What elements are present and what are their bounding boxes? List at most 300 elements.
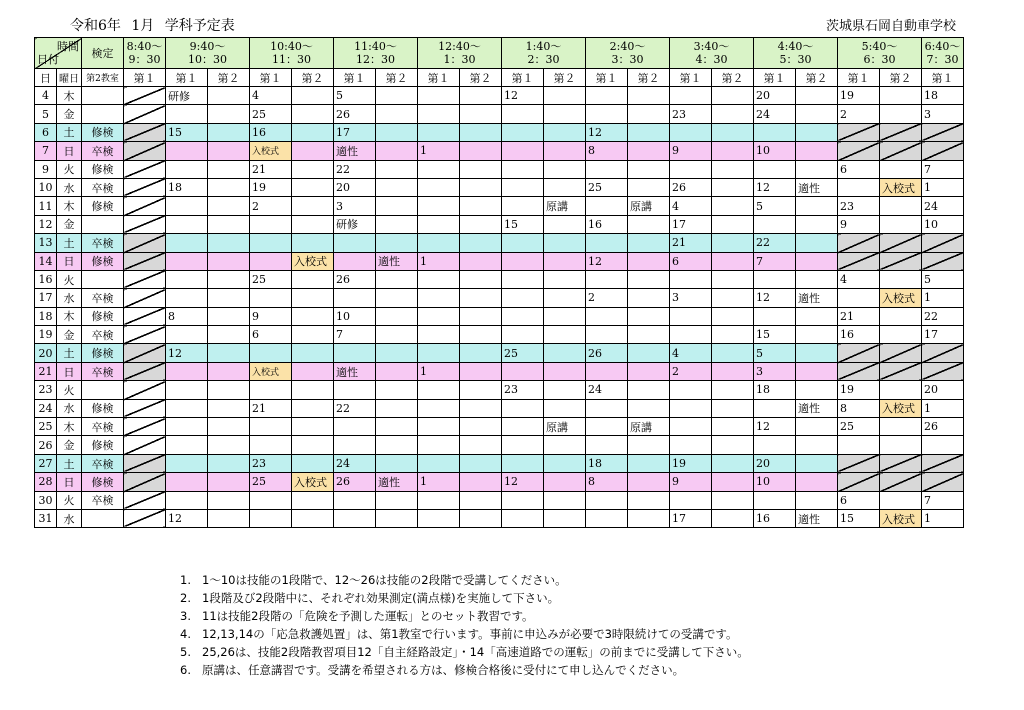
slot-start: 2:40～	[609, 40, 646, 53]
schedule-cell	[208, 178, 250, 196]
schedule-cell	[460, 234, 502, 252]
schedule-cell: 25	[250, 270, 292, 288]
schedule-cell	[544, 307, 586, 325]
schedule-cell	[208, 491, 250, 509]
schedule-cell	[880, 418, 922, 436]
schedule-cell	[460, 473, 502, 491]
schedule-cell: 入校式	[880, 399, 922, 417]
schedule-cell	[376, 234, 418, 252]
day-cell: 30	[35, 491, 57, 509]
schedule-cell	[208, 454, 250, 472]
schedule-cell	[712, 326, 754, 344]
schedule-cell	[250, 289, 292, 307]
schedule-cell	[292, 381, 334, 399]
kentei-cell	[82, 381, 124, 399]
note-text: 11は技能2段階の「危険を予測した運転」とのセット教習です。	[202, 609, 534, 623]
note-item	[180, 661, 749, 679]
schedule-cell	[460, 197, 502, 215]
schedule-cell: 5	[754, 344, 796, 362]
time-slot-header	[670, 38, 754, 69]
schedule-cell	[712, 491, 754, 509]
schedule-cell	[334, 509, 376, 527]
schedule-cell	[292, 234, 334, 252]
schedule-cell: 15	[754, 326, 796, 344]
schedule-cell	[838, 178, 880, 196]
schedule-cell: 8	[838, 399, 880, 417]
schedule-cell	[166, 362, 208, 380]
table-row	[35, 362, 1006, 380]
note-text: 原講は、任意講習です。受講を希望される方は、修検合格後に受付にて申し込んでください。	[202, 663, 685, 677]
schedule-cell: 23	[502, 381, 544, 399]
schedule-cell	[544, 344, 586, 362]
schedule-cell: 26	[334, 105, 376, 123]
weekday-cell: 日	[57, 252, 82, 270]
schedule-cell	[166, 491, 208, 509]
kentei-cell: 修検	[82, 473, 124, 491]
schedule-cell	[166, 381, 208, 399]
schedule-cell	[544, 326, 586, 344]
schedule-cell	[880, 197, 922, 215]
day-cell: 7	[35, 142, 57, 160]
schedule-cell	[124, 326, 166, 344]
kentei-cell: 修検	[82, 399, 124, 417]
table-row	[35, 473, 1006, 491]
schedule-cell	[670, 436, 712, 454]
schedule-cell	[124, 307, 166, 325]
schedule-cell	[712, 289, 754, 307]
schedule-cell: 7	[922, 160, 964, 178]
schedule-cell	[418, 178, 460, 196]
day-cell: 25	[35, 418, 57, 436]
schedule-cell	[376, 418, 418, 436]
schedule-cell: 18	[754, 381, 796, 399]
slot-start: 12:40～	[438, 40, 481, 53]
note-text: 1〜10は技能の1段階で、12〜26は技能の2段階で受講してください。	[202, 573, 567, 587]
schedule-cell	[628, 123, 670, 141]
schedule-cell	[838, 289, 880, 307]
schedule-cell	[880, 142, 922, 160]
time-slot-header	[250, 38, 334, 69]
room-2-header: 第２	[628, 69, 670, 87]
schedule-cell	[628, 454, 670, 472]
schedule-cell	[838, 436, 880, 454]
schedule-cell	[544, 234, 586, 252]
schedule-cell: 8	[586, 142, 628, 160]
schedule-cell	[628, 344, 670, 362]
schedule-cell	[838, 344, 880, 362]
schedule-cell: 16	[250, 123, 292, 141]
schedule-cell	[586, 326, 628, 344]
schedule-cell	[376, 399, 418, 417]
schedule-cell	[418, 381, 460, 399]
schedule-cell	[502, 362, 544, 380]
schedule-cell: 17	[670, 215, 712, 233]
schedule-cell: 2	[586, 289, 628, 307]
schedule-cell	[628, 142, 670, 160]
time-slot-header	[586, 38, 670, 69]
schedule-cell	[712, 123, 754, 141]
schedule-cell	[586, 234, 628, 252]
schedule-cell	[712, 381, 754, 399]
schedule-cell	[460, 252, 502, 270]
note-number: 2.	[180, 591, 191, 605]
schedule-cell	[628, 270, 670, 288]
schedule-cell	[586, 509, 628, 527]
room-2-header: 第２	[292, 69, 334, 87]
kentei-cell: 卒検	[82, 178, 124, 196]
schedule-cell	[334, 234, 376, 252]
schedule-cell	[166, 326, 208, 344]
schedule-cell: 入校式	[880, 289, 922, 307]
schedule-cell: 3	[754, 362, 796, 380]
schedule-cell	[880, 215, 922, 233]
schedule-cell	[628, 252, 670, 270]
schedule-cell	[544, 491, 586, 509]
table-row	[35, 509, 1006, 527]
schedule-cell	[880, 160, 922, 178]
schedule-cell: 8	[166, 307, 208, 325]
schedule-cell	[880, 123, 922, 141]
slot-start: 5:40～	[861, 40, 898, 53]
schedule-cell	[838, 234, 880, 252]
schedule-cell	[502, 491, 544, 509]
schedule-cell: 16	[586, 215, 628, 233]
schedule-cell: 20	[754, 87, 796, 105]
slot-end: 11：30	[272, 53, 311, 66]
weekday-cell: 木	[57, 87, 82, 105]
schedule-cell	[292, 307, 334, 325]
schedule-cell: 適性	[796, 289, 838, 307]
schedule-cell: 26	[586, 344, 628, 362]
room-2-header: 第２	[880, 69, 922, 87]
note-item	[180, 571, 749, 589]
schedule-cell	[292, 454, 334, 472]
schedule-cell	[502, 270, 544, 288]
kentei-cell: 卒検	[82, 362, 124, 380]
schedule-cell	[712, 399, 754, 417]
schedule-cell: 21	[250, 160, 292, 178]
schedule-cell	[502, 105, 544, 123]
schedule-cell	[628, 491, 670, 509]
schedule-cell: 4	[838, 270, 880, 288]
schedule-cell	[586, 87, 628, 105]
schedule-cell: 23	[250, 454, 292, 472]
weekday-cell: 金	[57, 215, 82, 233]
schedule-cell: 21	[250, 399, 292, 417]
schedule-cell	[586, 307, 628, 325]
schedule-cell: 入校式	[292, 473, 334, 491]
schedule-cell	[208, 399, 250, 417]
schedule-cell: 16	[754, 509, 796, 527]
day-cell: 11	[35, 197, 57, 215]
weekday-cell: 水	[57, 178, 82, 196]
slot-end: 9：30	[128, 53, 161, 66]
schedule-cell	[208, 215, 250, 233]
schedule-cell	[208, 344, 250, 362]
table-row	[35, 123, 1006, 141]
schedule-cell	[124, 234, 166, 252]
day-cell: 5	[35, 105, 57, 123]
time-slot-header	[502, 38, 586, 69]
schedule-cell	[166, 399, 208, 417]
schedule-cell	[292, 142, 334, 160]
room-2-header: 第２	[208, 69, 250, 87]
schedule-cell	[376, 362, 418, 380]
note-number: 4.	[180, 627, 191, 641]
schedule-cell	[880, 454, 922, 472]
schedule-cell	[796, 142, 838, 160]
weekday-cell: 木	[57, 197, 82, 215]
day-cell: 10	[35, 178, 57, 196]
schedule-cell	[544, 105, 586, 123]
schedule-cell	[586, 399, 628, 417]
schedule-cell	[712, 197, 754, 215]
slot-end: 5：30	[779, 53, 812, 66]
schedule-cell	[460, 105, 502, 123]
schedule-cell	[334, 381, 376, 399]
schedule-cell: 3	[922, 105, 964, 123]
schedule-cell: 2	[670, 362, 712, 380]
schedule-cell	[670, 418, 712, 436]
schedule-cell	[544, 362, 586, 380]
schedule-cell	[712, 473, 754, 491]
schedule-cell: 10	[754, 473, 796, 491]
table-row	[35, 289, 1006, 307]
schedule-cell	[670, 381, 712, 399]
slot-end: 10：30	[188, 53, 227, 66]
schedule-cell: 4	[670, 344, 712, 362]
weekday-cell: 土	[57, 234, 82, 252]
header-hizuke: 日付	[37, 53, 59, 66]
schedule-cell	[208, 289, 250, 307]
table-row	[35, 381, 1006, 399]
kentei-cell: 修検	[82, 123, 124, 141]
schedule-cell	[544, 123, 586, 141]
schedule-cell: 24	[754, 105, 796, 123]
schedule-cell: 15	[838, 509, 880, 527]
schedule-cell	[250, 215, 292, 233]
weekday-cell: 金	[57, 326, 82, 344]
table-row	[35, 344, 1006, 362]
kentei-cell: 卒検	[82, 234, 124, 252]
slot-end: 4：30	[695, 53, 728, 66]
schedule-cell	[586, 105, 628, 123]
schedule-cell	[712, 87, 754, 105]
table-row	[35, 307, 1006, 325]
schedule-cell	[124, 344, 166, 362]
table-row	[35, 87, 1006, 105]
room-2-header: 第２	[460, 69, 502, 87]
schedule-cell	[418, 399, 460, 417]
weekday-cell: 火	[57, 491, 82, 509]
schedule-cell	[880, 436, 922, 454]
schedule-cell	[502, 123, 544, 141]
schedule-cell	[166, 234, 208, 252]
schedule-cell	[712, 215, 754, 233]
schedule-cell	[796, 252, 838, 270]
schedule-cell	[586, 436, 628, 454]
schedule-cell: 20	[922, 381, 964, 399]
kentei-cell: 卒検	[82, 454, 124, 472]
schedule-cell	[922, 454, 964, 472]
schedule-cell	[376, 123, 418, 141]
schedule-cell	[460, 123, 502, 141]
schedule-cell	[124, 87, 166, 105]
slot-end: 7：30	[926, 53, 959, 66]
weekday-cell: 木	[57, 307, 82, 325]
schedule-cell	[712, 234, 754, 252]
slot-start: 6:40～	[924, 40, 961, 53]
header-corner	[35, 38, 82, 69]
schedule-cell	[250, 509, 292, 527]
day-cell: 16	[35, 270, 57, 288]
schedule-cell	[922, 234, 964, 252]
schedule-cell	[124, 436, 166, 454]
schedule-cell	[334, 436, 376, 454]
time-slot-header	[754, 38, 838, 69]
schedule-cell	[292, 436, 334, 454]
schedule-cell	[292, 87, 334, 105]
schedule-cell	[502, 326, 544, 344]
schedule-cell	[376, 454, 418, 472]
schedule-cell	[796, 215, 838, 233]
room-1-header: 第１	[754, 69, 796, 87]
schedule-cell	[586, 418, 628, 436]
schedule-cell	[502, 509, 544, 527]
schedule-cell	[544, 473, 586, 491]
schedule-cell: 5	[754, 197, 796, 215]
schedule-cell	[838, 362, 880, 380]
weekday-cell: 木	[57, 418, 82, 436]
kentei-cell: 卒検	[82, 491, 124, 509]
schedule-cell	[754, 270, 796, 288]
schedule-cell	[544, 270, 586, 288]
schedule-cell	[712, 344, 754, 362]
schedule-cell	[796, 123, 838, 141]
schedule-cell	[922, 362, 964, 380]
schedule-cell	[124, 270, 166, 288]
schedule-cell	[376, 307, 418, 325]
table-row	[35, 142, 1006, 160]
schedule-cell	[376, 197, 418, 215]
schedule-cell	[124, 454, 166, 472]
schedule-cell	[124, 142, 166, 160]
schedule-cell	[376, 215, 418, 233]
schedule-cell	[166, 215, 208, 233]
schedule-cell: 12	[586, 252, 628, 270]
schedule-cell	[502, 160, 544, 178]
schedule-cell	[712, 160, 754, 178]
schedule-cell	[502, 178, 544, 196]
schedule-cell	[418, 270, 460, 288]
schedule-cell	[460, 215, 502, 233]
room-1-header: 第１	[418, 69, 460, 87]
day-cell: 6	[35, 123, 57, 141]
kentei-cell: 卒検	[82, 289, 124, 307]
schedule-cell: 21	[670, 234, 712, 252]
schedule-cell	[376, 142, 418, 160]
schedule-cell: 19	[838, 381, 880, 399]
schedule-cell	[838, 473, 880, 491]
weekday-cell: 火	[57, 270, 82, 288]
schedule-cell	[166, 454, 208, 472]
schedule-cell	[796, 473, 838, 491]
schedule-cell	[208, 436, 250, 454]
schedule-cell	[208, 418, 250, 436]
schedule-cell	[628, 436, 670, 454]
schedule-cell: 17	[670, 509, 712, 527]
schedule-cell	[796, 344, 838, 362]
schedule-cell	[166, 270, 208, 288]
schedule-cell: 16	[838, 326, 880, 344]
schedule-cell	[796, 105, 838, 123]
schedule-cell	[754, 399, 796, 417]
schedule-cell	[376, 178, 418, 196]
schedule-cell	[712, 307, 754, 325]
schedule-cell	[880, 491, 922, 509]
schedule-cell	[208, 270, 250, 288]
schedule-cell: 2	[838, 105, 880, 123]
schedule-cell	[376, 491, 418, 509]
schedule-cell	[670, 160, 712, 178]
schedule-cell: 21	[838, 307, 880, 325]
schedule-cell: 12	[502, 473, 544, 491]
schedule-cell: 原講	[544, 418, 586, 436]
schedule-cell: 25	[586, 178, 628, 196]
schedule-cell	[250, 252, 292, 270]
schedule-cell	[880, 270, 922, 288]
schedule-cell: 24	[922, 197, 964, 215]
weekday-cell: 火	[57, 160, 82, 178]
schedule-cell	[208, 509, 250, 527]
weekday-cell: 日	[57, 142, 82, 160]
schedule-cell: 7	[334, 326, 376, 344]
schedule-cell	[334, 418, 376, 436]
schedule-cell: 2	[250, 197, 292, 215]
note-item	[180, 607, 749, 625]
schedule-cell	[166, 197, 208, 215]
kentei-cell: 修検	[82, 307, 124, 325]
schedule-cell	[922, 142, 964, 160]
day-cell: 12	[35, 215, 57, 233]
schedule-cell: 10	[334, 307, 376, 325]
schedule-cell	[376, 105, 418, 123]
table-row	[35, 270, 1006, 288]
schedule-cell: 研修	[334, 215, 376, 233]
table-row	[35, 197, 1006, 215]
day-cell: 14	[35, 252, 57, 270]
schedule-cell	[628, 399, 670, 417]
schedule-cell: 23	[838, 197, 880, 215]
schedule-cell	[292, 215, 334, 233]
schedule-cell	[796, 436, 838, 454]
slot-start: 4:40～	[777, 40, 814, 53]
schedule-cell	[628, 509, 670, 527]
schedule-cell	[502, 234, 544, 252]
schedule-cell	[166, 289, 208, 307]
schedule-cell: 1	[922, 178, 964, 196]
weekday-cell: 土	[57, 344, 82, 362]
kentei-cell	[82, 105, 124, 123]
schedule-cell	[124, 197, 166, 215]
weekday-cell: 水	[57, 289, 82, 307]
schedule-cell	[880, 362, 922, 380]
schedule-cell	[796, 87, 838, 105]
schedule-cell	[670, 270, 712, 288]
schedule-cell	[418, 454, 460, 472]
time-slot-header	[838, 38, 922, 69]
schedule-cell	[124, 105, 166, 123]
